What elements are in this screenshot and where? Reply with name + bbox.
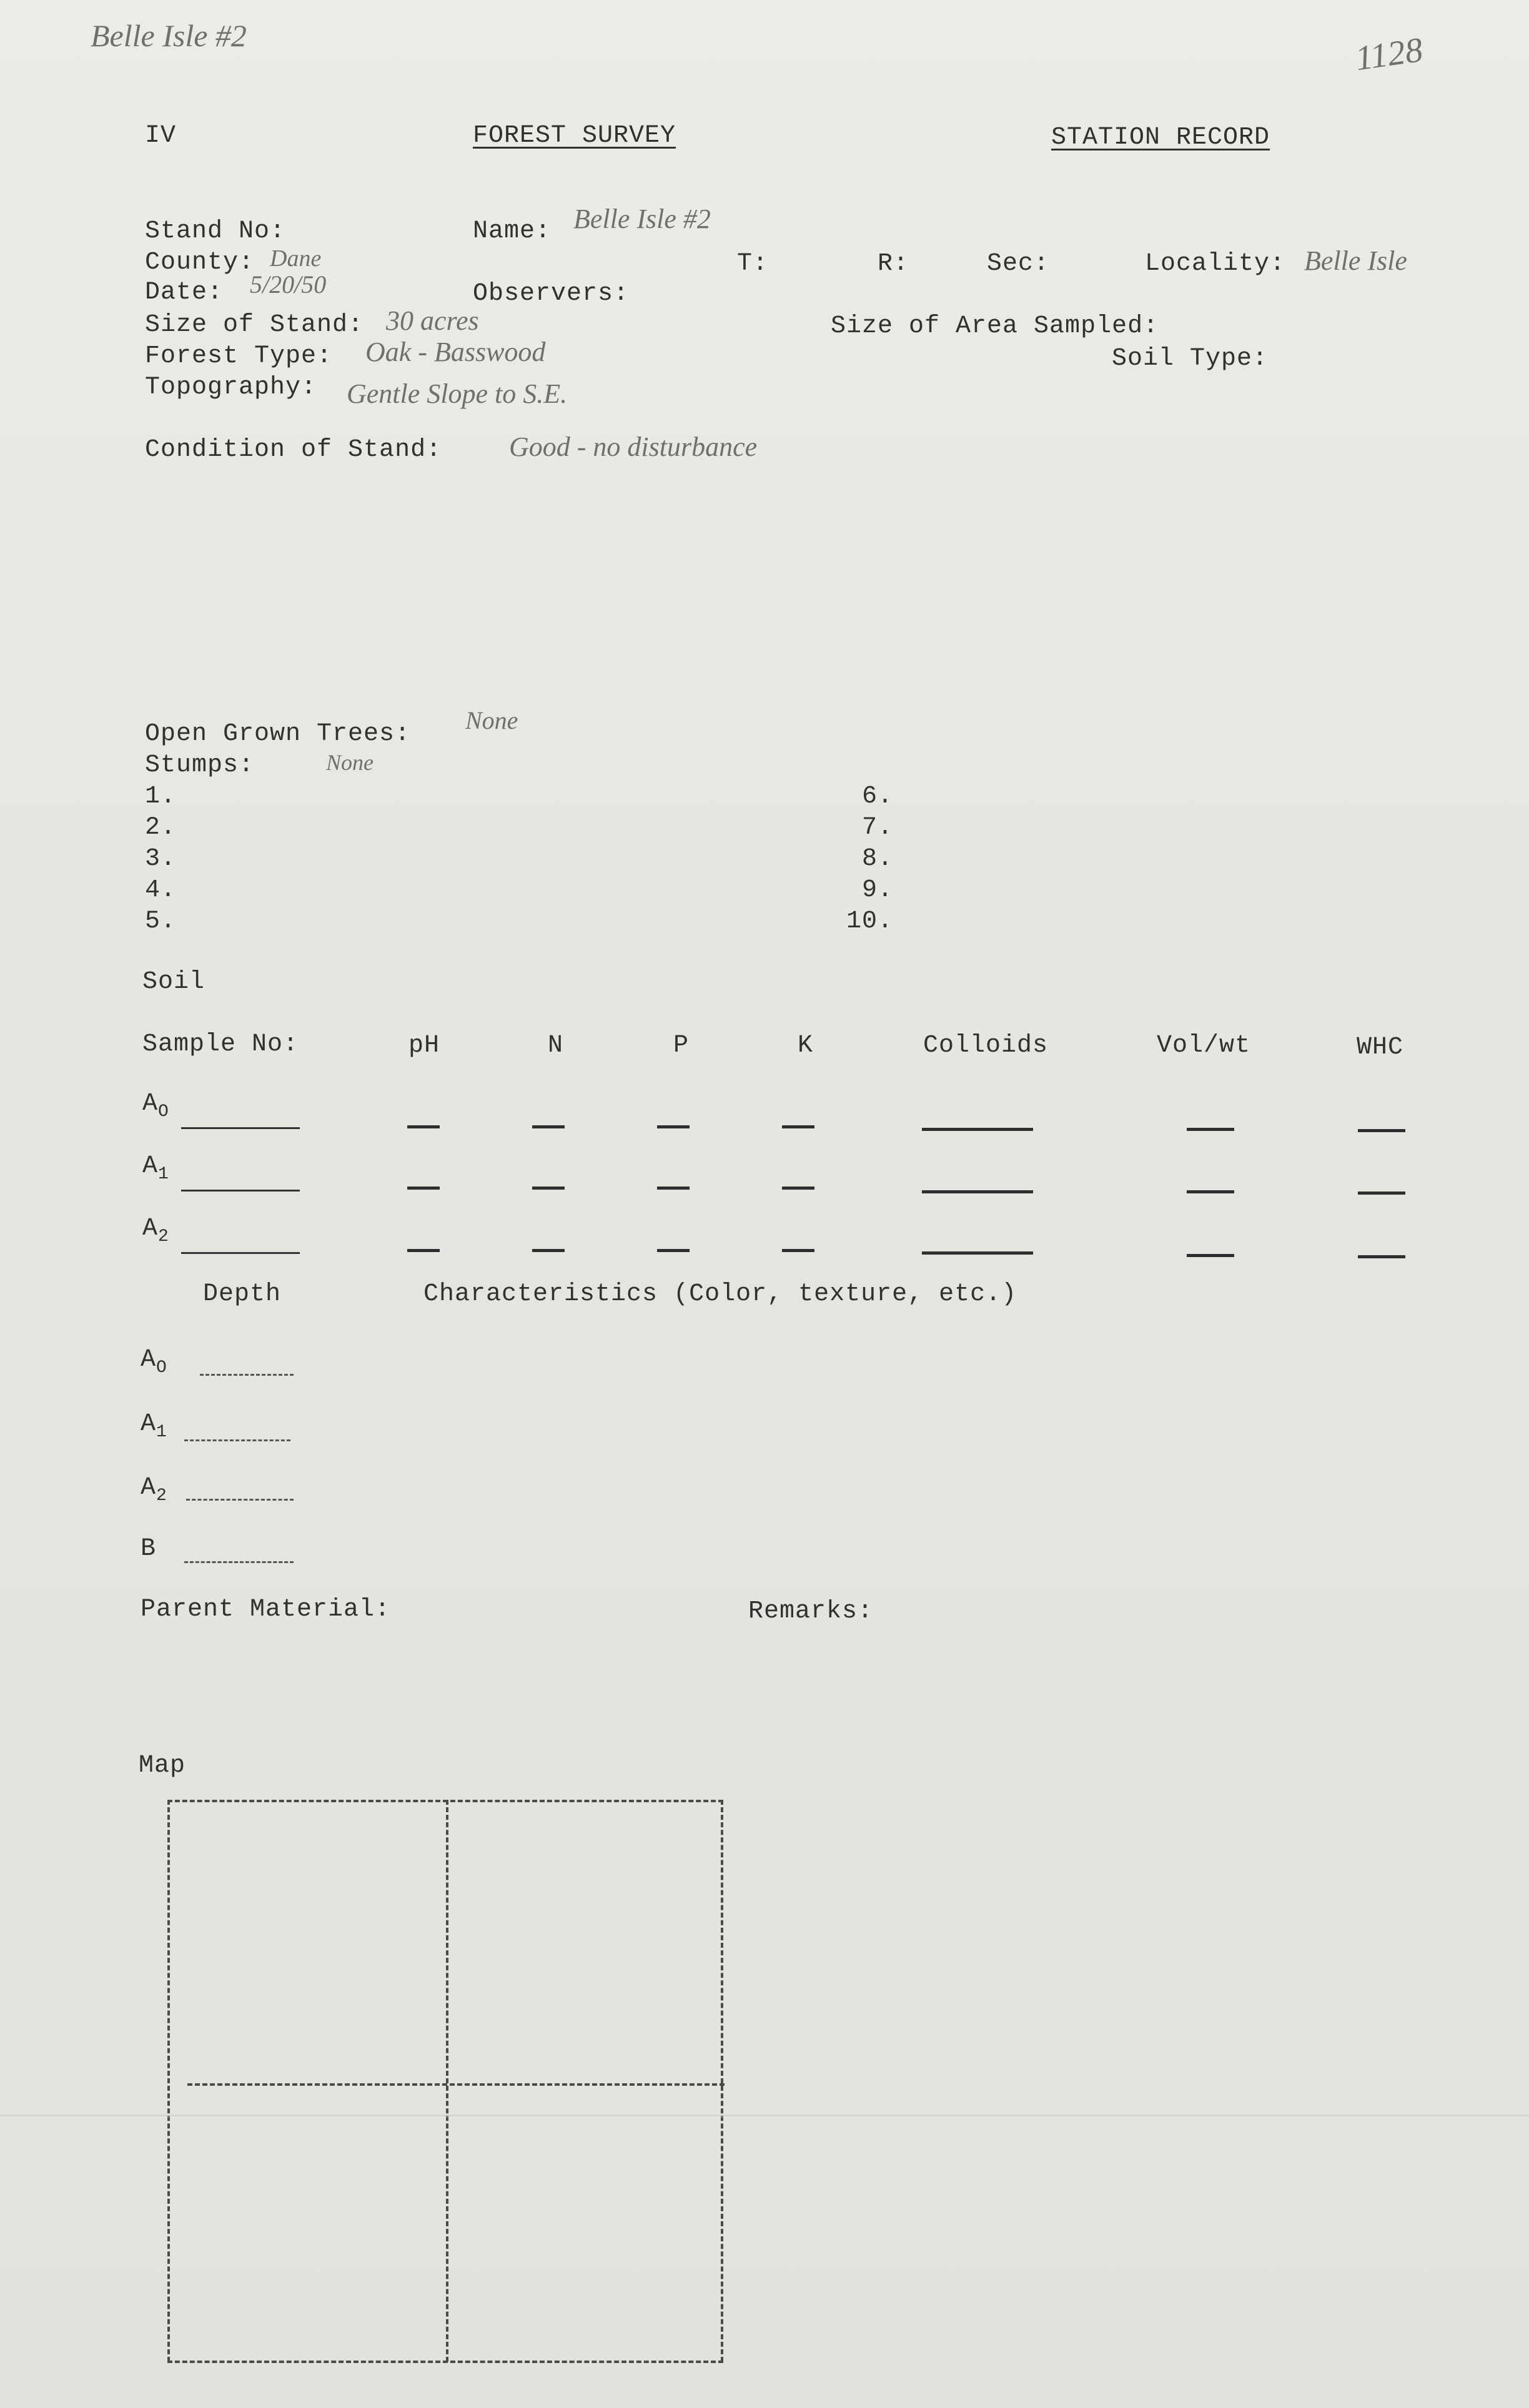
value-blank <box>782 1249 814 1252</box>
stump-number: 1. <box>145 782 177 811</box>
open-grown-trees-value: None <box>465 706 518 734</box>
value-blank <box>782 1125 814 1128</box>
value-blank <box>532 1187 565 1190</box>
depth-horizon-label: $A_O$ <box>141 1346 167 1378</box>
stump-number: 7. <box>862 814 894 842</box>
value-blank <box>532 1249 565 1252</box>
parent-material-label: Parent Material: <box>141 1596 391 1624</box>
column-header-k: K <box>798 1032 814 1060</box>
stumps-value: None <box>326 750 374 775</box>
value-blank <box>407 1187 440 1190</box>
soil-type-label: Soil Type: <box>1112 345 1269 373</box>
date-label: Date: <box>145 279 224 307</box>
paper-fold <box>0 2114 1529 2118</box>
name-value: Belle Isle #2 <box>573 204 711 234</box>
sec-label: Sec: <box>987 250 1050 278</box>
horizon-label: $A_1$ <box>142 1152 169 1184</box>
section-number: IV <box>145 122 177 150</box>
map-border <box>721 1800 723 2362</box>
stand-no-label: Stand No: <box>145 217 286 245</box>
size-of-stand-value: 30 acres <box>386 305 479 336</box>
value-blank <box>1187 1190 1234 1193</box>
column-header-ph: pH <box>408 1032 440 1060</box>
depth-horizon-label: B <box>141 1535 157 1563</box>
depth-blank <box>184 1561 294 1563</box>
value-blank <box>1358 1255 1405 1258</box>
depth-horizon-label: $A_1$ <box>141 1410 167 1442</box>
value-blank <box>407 1249 440 1252</box>
horizon-label: $A_2$ <box>142 1215 169 1246</box>
locality-label: Locality: <box>1145 250 1286 278</box>
handwritten-page-number: 1128 <box>1353 30 1425 79</box>
value-blank <box>407 1125 440 1128</box>
depth-horizon-label: $A_2$ <box>141 1474 167 1506</box>
map-divider <box>446 1800 448 2362</box>
record-title: STATION RECORD <box>1051 124 1270 152</box>
forest-type-label: Forest Type: <box>145 342 333 370</box>
forest-type-value: Oak - Basswood <box>365 337 546 367</box>
remarks-label: Remarks: <box>748 1597 874 1626</box>
r-label: R: <box>878 250 909 278</box>
depth-blank <box>200 1374 294 1376</box>
map-border <box>167 2361 723 2363</box>
value-blank <box>532 1125 565 1128</box>
t-label: T: <box>737 250 769 278</box>
value-blank <box>657 1249 690 1252</box>
stump-number: 9. <box>862 876 894 904</box>
locality-value: Belle Isle <box>1304 245 1407 276</box>
column-header-p: P <box>673 1032 690 1060</box>
form-title: FOREST SURVEY <box>473 122 676 150</box>
soil-section-title: Soil <box>142 968 205 996</box>
map-border <box>167 1800 723 1802</box>
stump-number: 5. <box>145 907 177 935</box>
stump-number: 10. <box>846 907 894 935</box>
date-value: 5/20/50 <box>250 270 327 299</box>
column-header-n: N <box>548 1032 564 1060</box>
map-label: Map <box>139 1752 186 1780</box>
sample-no-line <box>181 1252 300 1254</box>
stump-number: 4. <box>145 876 177 904</box>
value-blank <box>1187 1254 1234 1257</box>
size-of-area-sampled-label: Size of Area Sampled: <box>831 312 1159 340</box>
value-blank <box>657 1187 690 1190</box>
column-header-sample-no: Sample No: <box>142 1030 299 1058</box>
stump-number: 2. <box>145 814 177 842</box>
open-grown-trees-label: Open Grown Trees: <box>145 720 411 748</box>
stump-number: 3. <box>145 845 177 873</box>
depth-blank <box>184 1439 290 1441</box>
column-header-whc: WHC <box>1357 1034 1404 1062</box>
value-blank <box>1358 1129 1405 1132</box>
characteristics-label: Characteristics (Color, texture, etc.) <box>423 1280 1017 1308</box>
sample-no-line <box>181 1127 300 1129</box>
value-blank <box>782 1187 814 1190</box>
horizon-label: $A_O$ <box>142 1090 169 1122</box>
value-blank <box>922 1190 1033 1193</box>
sample-no-line <box>181 1190 300 1192</box>
stump-number: 8. <box>862 845 894 873</box>
condition-of-stand-value: Good - no disturbance <box>509 432 758 462</box>
map-border <box>167 1800 170 2362</box>
column-header-colloids: Colloids <box>923 1032 1049 1060</box>
size-of-stand-label: Size of Stand: <box>145 311 364 339</box>
column-header-vol-wt: Vol/wt <box>1157 1032 1251 1060</box>
value-blank <box>922 1128 1033 1131</box>
depth-blank <box>186 1499 294 1501</box>
handwritten-page-label: Belle Isle #2 <box>91 18 247 53</box>
value-blank <box>1187 1128 1234 1131</box>
stumps-label: Stumps: <box>145 751 255 779</box>
county-label: County: <box>145 249 255 277</box>
county-value: Dane <box>270 245 322 272</box>
stump-number: 6. <box>862 782 894 811</box>
observers-label: Observers: <box>473 280 630 308</box>
map-divider <box>187 2083 725 2086</box>
value-blank <box>657 1125 690 1128</box>
value-blank <box>922 1251 1033 1255</box>
condition-of-stand-label: Condition of Stand: <box>145 436 442 464</box>
topography-label: Topography: <box>145 373 317 402</box>
topography-value: Gentle Slope to S.E. <box>347 378 568 409</box>
name-label: Name: <box>473 217 552 245</box>
value-blank <box>1358 1192 1405 1195</box>
depth-label: Depth <box>203 1280 282 1308</box>
